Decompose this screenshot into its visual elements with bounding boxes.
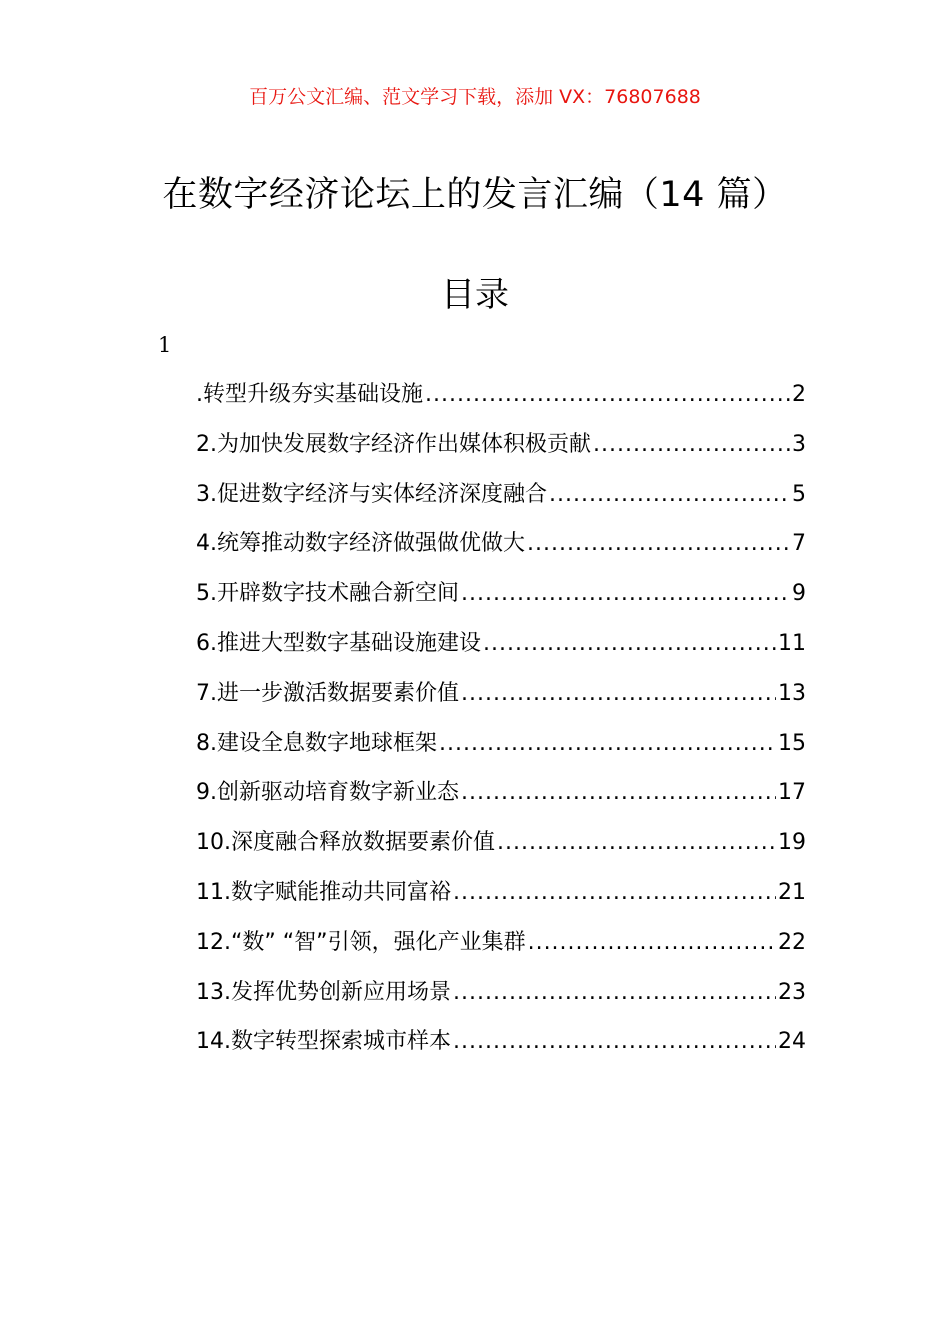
toc-dot-leader bbox=[527, 526, 790, 562]
toc-dot-leader bbox=[453, 1024, 776, 1060]
toc-entry-page: 11 bbox=[778, 630, 806, 656]
toc-entry-label: 13.发挥优势创新应用场景 bbox=[196, 979, 451, 1005]
toc-dot-leader bbox=[453, 975, 776, 1011]
toc-entry-label: 8.建设全息数字地球框架 bbox=[196, 730, 437, 756]
toc-entry-label: .转型升级夯实基础设施 bbox=[196, 382, 423, 407]
toc-entry bbox=[196, 775, 806, 825]
toc-entry-page: 15 bbox=[778, 730, 806, 756]
toc-entry-page: 5 bbox=[792, 481, 806, 507]
header-watermark-note: 百万公文汇编、范文学习下载，添加 VX：76807688 bbox=[249, 86, 701, 108]
toc-entry bbox=[196, 825, 806, 875]
toc-entry bbox=[196, 377, 806, 427]
toc-entry bbox=[196, 576, 806, 626]
toc-entry-label: 11.数字赋能推动共同富裕 bbox=[196, 879, 451, 905]
table-of-contents bbox=[196, 377, 806, 1074]
toc-entry bbox=[196, 1024, 806, 1074]
toc-entry-page: 21 bbox=[778, 879, 806, 905]
toc-entry-page: 3 bbox=[792, 431, 806, 457]
toc-entry bbox=[196, 726, 806, 776]
toc-entry bbox=[196, 427, 806, 477]
toc-entry-label: 10.深度融合释放数据要素价值 bbox=[196, 830, 495, 856]
toc-dot-leader bbox=[528, 925, 776, 961]
toc-entry-page: 23 bbox=[778, 979, 806, 1005]
stray-number: 1 bbox=[158, 333, 172, 357]
toc-dot-leader bbox=[593, 427, 790, 463]
toc-entry-page: 9 bbox=[792, 581, 806, 607]
toc-entry-label: 12.“数” “智”引领，强化产业集群 bbox=[196, 929, 526, 955]
toc-entry-label: 14.数字转型探索城市样本 bbox=[196, 1029, 451, 1055]
toc-dot-leader bbox=[549, 477, 790, 513]
toc-entry-page: 13 bbox=[778, 680, 806, 706]
toc-entry-label: 6.推进大型数字基础设施建设 bbox=[196, 630, 481, 656]
toc-dot-leader bbox=[483, 626, 776, 662]
toc-entry-page: 17 bbox=[778, 780, 806, 806]
toc-dot-leader bbox=[497, 825, 776, 861]
toc-dot-leader bbox=[461, 576, 790, 612]
toc-entry bbox=[196, 526, 806, 576]
toc-entry-label: 9.创新驱动培育数字新业态 bbox=[196, 780, 459, 806]
document-title: 在数字经济论坛上的发言汇编（14 篇） bbox=[162, 175, 788, 215]
toc-heading: 目录 bbox=[441, 275, 509, 315]
toc-entry-page: 24 bbox=[778, 1029, 806, 1055]
toc-entry-label: 7.进一步激活数据要素价值 bbox=[196, 680, 459, 706]
toc-entry-label: 5.开辟数字技术融合新空间 bbox=[196, 581, 459, 607]
toc-entry-label: 2.为加快发展数字经济作出媒体积极贡献 bbox=[196, 431, 591, 457]
toc-entry bbox=[196, 975, 806, 1025]
toc-dot-leader bbox=[439, 726, 776, 762]
toc-entry bbox=[196, 925, 806, 975]
toc-entry-label: 4.统筹推动数字经济做强做优做大 bbox=[196, 531, 525, 557]
toc-dot-leader bbox=[425, 377, 790, 413]
toc-entry bbox=[196, 875, 806, 925]
toc-dot-leader bbox=[461, 775, 776, 811]
toc-dot-leader bbox=[453, 875, 776, 911]
toc-entry bbox=[196, 626, 806, 676]
toc-entry-page: 19 bbox=[778, 830, 806, 856]
toc-entry bbox=[196, 676, 806, 726]
toc-dot-leader bbox=[461, 676, 776, 712]
toc-entry-label: 3.促进数字经济与实体经济深度融合 bbox=[196, 481, 547, 507]
toc-entry bbox=[196, 477, 806, 527]
toc-entry-page: 2 bbox=[792, 382, 806, 407]
toc-entry-page: 22 bbox=[778, 929, 806, 955]
toc-entry-page: 7 bbox=[792, 531, 806, 557]
